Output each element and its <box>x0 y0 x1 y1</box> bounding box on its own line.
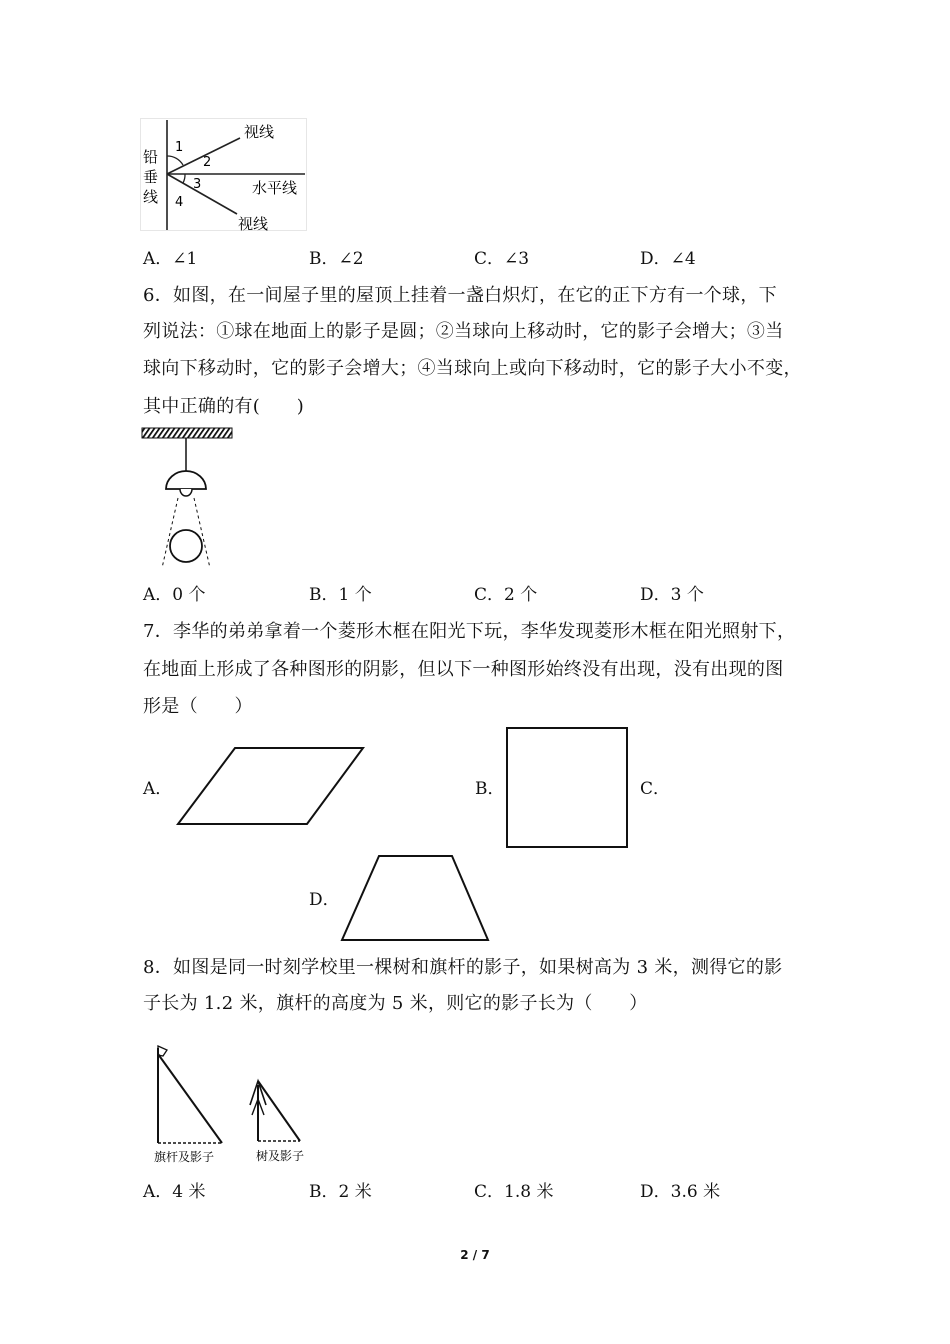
q5-option-b[interactable]: B．∠2 <box>309 249 364 269</box>
q6-line-2: 列说法：①球在地面上的影子是圆；②当球向上移动时，它的影子会增大；③当 <box>143 321 784 342</box>
q8-line-1: 8．如图是同一时刻学校里一棵树和旗杆的影子，如果树高为 3 米，测得它的影 <box>143 957 783 978</box>
tree-sun-ray <box>258 1081 300 1141</box>
page-number: 2 / 7 <box>460 1248 490 1262</box>
q5-option-a[interactable]: A．∠1 <box>143 249 198 269</box>
ball <box>170 530 202 562</box>
q7-option-a[interactable]: A． <box>143 779 173 799</box>
angle-1: 1 <box>175 140 184 155</box>
q8-option-c[interactable]: C．1.8 米 <box>474 1182 554 1202</box>
q8-option-b[interactable]: B．2 米 <box>309 1182 372 1202</box>
q7-trapezoid <box>338 852 493 944</box>
sight-top-label: 视线 <box>244 123 275 141</box>
q6-option-a[interactable]: A．0 个 <box>143 585 206 605</box>
q7-line-1: 7．李华的弟弟拿着一个菱形木框在阳光下玩，李华发现菱形木框在阳光照射下， <box>143 621 796 642</box>
q6-option-d[interactable]: D．3 个 <box>640 585 704 605</box>
q7-parallelogram <box>170 745 370 827</box>
q6-line-1: 6．如图，在一间屋子里的屋顶上挂着一盏白炽灯，在它的正下方有一个球，下 <box>143 285 777 306</box>
q6-option-c[interactable]: C．2 个 <box>474 585 538 605</box>
q5-sight-angle-figure <box>140 118 310 233</box>
angle-2: 2 <box>203 155 212 170</box>
q7-option-c[interactable]: C． <box>640 779 671 799</box>
q6-line-3: 球向下移动时，它的影子会增大；④当球向上或向下移动时，它的影子大小不变， <box>143 358 802 379</box>
q7-line-3: 形是（ ） <box>143 696 253 717</box>
q7-line-2: 在地面上形成了各种图形的阴影，但以下一种图形始终没有出现，没有出现的图 <box>143 659 784 680</box>
q8-line-2: 子长为 1.2 米，旗杆的高度为 5 米，则它的影子长为（ ） <box>143 993 648 1014</box>
q8-option-d[interactable]: D．3.6 米 <box>640 1182 721 1202</box>
q8-tree-figure <box>240 1075 320 1167</box>
flagpole-sun-ray <box>158 1054 222 1143</box>
angle-3: 3 <box>193 177 202 192</box>
plumb-char-2: 垂 <box>143 168 159 186</box>
plumb-char-3: 线 <box>143 188 159 206</box>
plumb-char-1: 铅 <box>143 148 159 166</box>
flagpole-label: 旗杆及影子 <box>154 1150 215 1164</box>
tree-label: 树及影子 <box>256 1149 305 1163</box>
q7-square <box>504 726 630 850</box>
q5-option-c[interactable]: C．∠3 <box>474 249 530 269</box>
sight-bottom-label: 视线 <box>238 215 269 233</box>
q7-option-b[interactable]: B． <box>475 779 505 799</box>
q6-line-4: 其中正确的有( ) <box>143 396 305 417</box>
lamp-shade <box>166 471 206 489</box>
angle-4: 4 <box>175 195 184 210</box>
lamp-bulb <box>180 489 192 496</box>
q8-option-a[interactable]: A．4 米 <box>143 1182 206 1202</box>
horizontal-label: 水平线 <box>252 179 298 197</box>
q5-option-d[interactable]: D．∠4 <box>640 249 696 269</box>
q6-option-b[interactable]: B．1 个 <box>309 585 372 605</box>
q8-flagpole-figure <box>148 1040 236 1168</box>
q7-option-d[interactable]: D． <box>309 890 340 910</box>
ceiling <box>142 428 232 438</box>
q6-lamp-ball-figure <box>140 426 236 574</box>
